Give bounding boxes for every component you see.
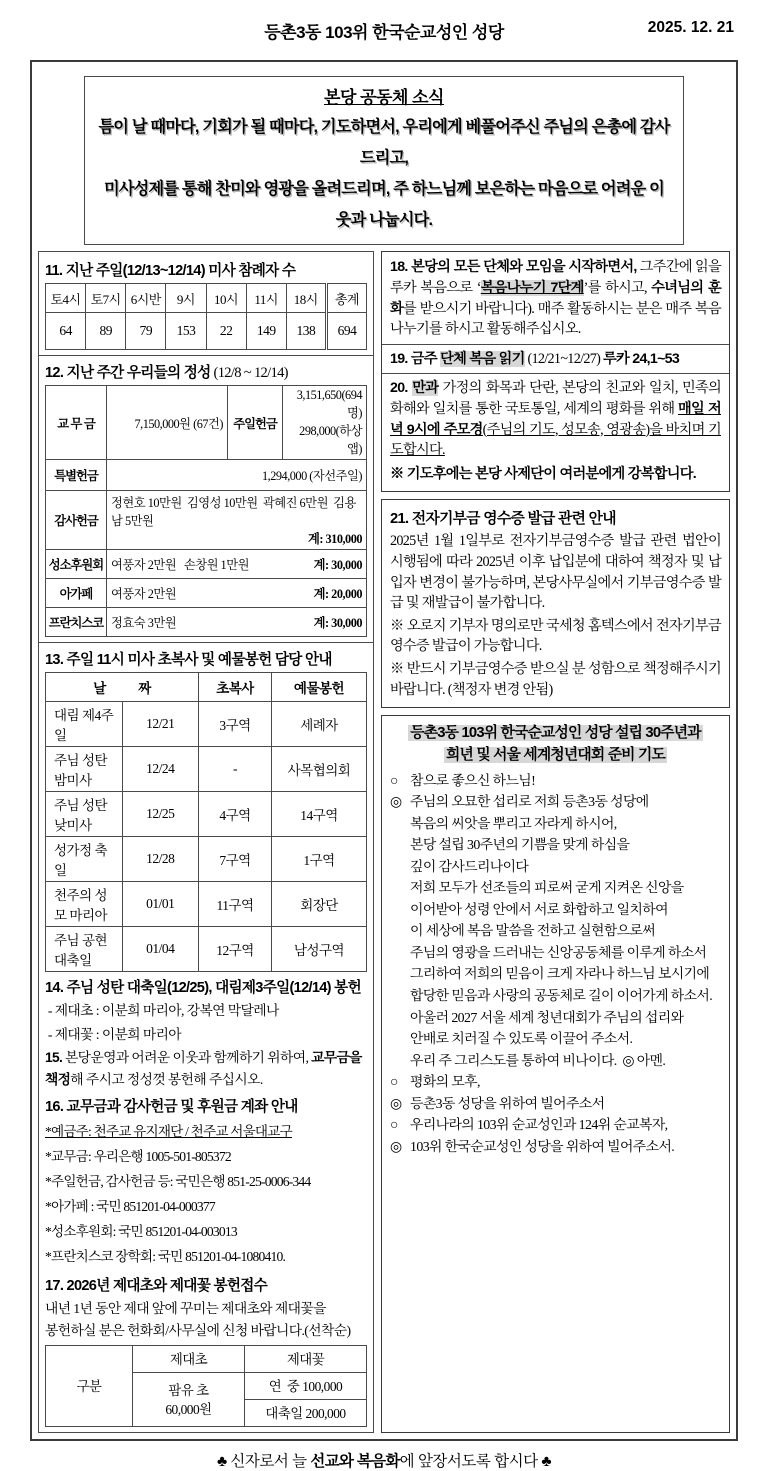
offering-label: 아가페	[46, 579, 107, 608]
prayer-line: 깊이 감사드리나이다	[410, 859, 529, 875]
section-17-title: 17. 2026년 제대초와 제대꽃 봉헌접수	[45, 1277, 268, 1294]
section-divider	[39, 642, 373, 643]
attendance-value: 149	[246, 313, 286, 350]
community-news-title: 본당 공동체 소식	[324, 88, 444, 107]
feast-date: 01/04	[122, 927, 199, 972]
prayer-line: 이어받아 성령 안에서 서로 화합하고 일치하여	[410, 902, 668, 918]
vocation-detail	[107, 550, 367, 579]
offering-label: 감사헌금	[46, 491, 107, 550]
prayer-line: 합당한 믿음과 사랑의 공동체로 길이 이어가게 하소서.	[410, 988, 713, 1004]
offerings-table	[45, 385, 367, 637]
prayer-line: 복음의 씨앗을 뿌리고 자라게 하시어,	[410, 816, 617, 832]
section-17-body1: 내년 1년 동안 제대 앞에 꾸미는 제대초와 제대꽃을	[45, 1300, 326, 1316]
left-column	[38, 251, 374, 1432]
prayer-line: ○ 참으로 좋으신 하느님!	[390, 773, 536, 789]
account-gyomugeum: *교무금: 우리은행 1005-501-805372	[45, 1148, 231, 1164]
prayer-line: 본당 설립 30주년의 기쁨을 맞게 하심을	[410, 838, 630, 854]
prayer-box	[381, 715, 730, 1433]
section-17-body2: 봉헌하실 분은 헌화회/사무실에 신청 바랍니다.(선착순)	[45, 1322, 351, 1338]
club-icon: ♣	[541, 1452, 552, 1470]
flower-price-year: 연 중 100,000	[245, 1372, 367, 1399]
schedule-header-offering: 예물봉헌	[272, 673, 367, 702]
attendance-header-total: 총계	[326, 284, 366, 313]
subtotal: 계: 30,000	[313, 616, 362, 631]
donor-names: 여풍자 2만원	[111, 587, 177, 602]
agape-detail	[107, 579, 367, 608]
table-row	[46, 837, 367, 882]
offering-group: 14구역	[272, 792, 367, 837]
subtotal: 계: 30,000	[313, 558, 362, 573]
section-15: 15. 본당운영과 어려운 이웃과 함께하기 위하여, 교무금을 책정해 주시고 정성껏 봉헌해 주십시오.	[45, 1049, 362, 1087]
flower-col-header: 제대꽃	[245, 1345, 367, 1372]
account-sunday: *주일헌금, 감사헌금 등: 국민은행 851-25-0006-344	[45, 1173, 311, 1189]
prayer-line: 안배로 치러질 수 있도록 이끌어 주소서.	[410, 1032, 633, 1048]
sunday-offering-amount	[283, 386, 367, 460]
prayer-line: 이 세상에 복음 말씀을 전하고 실현함으로써	[410, 924, 656, 940]
prayer-line: 주님의 영광을 드러내는 신앙공동체를 이루게 하소서	[410, 945, 707, 961]
table-row	[46, 747, 367, 792]
feast-date: 12/21	[122, 702, 199, 747]
donor-names: 여풍자 2만원 손창원 1만원	[111, 558, 249, 573]
bulletin-date: 2025. 12. 21	[647, 19, 734, 36]
offering-group: 남성구역	[272, 927, 367, 972]
section-21-p3: ※ 반드시 기부금영수증 받으실 분 성함으로 책정해주시기 바랍니다. (책정자 변경 안됨)	[390, 660, 721, 698]
account-holder: *예금주: 천주교 유지재단 / 천주교 서울대교구	[45, 1123, 292, 1139]
club-icon: ♣	[216, 1452, 227, 1470]
attendance-header: 토7시	[86, 284, 126, 313]
attendance-total-value: 694	[326, 313, 366, 350]
feast-date: 12/28	[122, 837, 199, 882]
offering-group: 세례자	[272, 702, 367, 747]
feast-date: 01/01	[122, 882, 199, 927]
schedule-header-server: 초복사	[199, 673, 272, 702]
table-row	[46, 386, 367, 460]
attendance-value: 79	[126, 313, 166, 350]
offering-group: 회장단	[272, 882, 367, 927]
candle-donors: - 제대초 : 이분희 마리아, 강복연 막달레나	[47, 1003, 279, 1019]
candle-col-header: 제대초	[133, 1345, 245, 1372]
schedule-header-date: 날 짜	[46, 673, 199, 702]
prayer-line: ◎ 주님의 오묘한 섭리로 저희 등촌3동 성당에	[390, 795, 649, 811]
attendance-value: 153	[166, 313, 206, 350]
section-21-p1: 2025년 1월 1일부로 전자기부금영수증 발급 관련 법안이 시행됨에 따라 2025년 이후 납입분에 대하여 책정자 및 납입자 변경이 불가능하며, 본당사무실에서 기부금영수증 발급 및 재발급이 불가합니다.	[390, 533, 721, 612]
table-row	[46, 673, 367, 702]
attendance-header: 9시	[166, 284, 206, 313]
account-vocation: *성소후원회: 국민 851201-04-003013	[45, 1224, 237, 1240]
server-zone: 4구역	[199, 792, 272, 837]
prayer-body	[390, 771, 721, 1159]
offering-group: 1구역	[272, 837, 367, 882]
prayer-line: 우리 주 그리스도를 통하여 비나이다. ◎ 아멘.	[410, 1053, 666, 1069]
offering-amount: 298,000(하상앱)	[299, 424, 362, 457]
subtotal: 계: 20,000	[313, 587, 362, 602]
feast-date: 12/24	[122, 747, 199, 792]
server-zone: 7구역	[199, 837, 272, 882]
feast-name: 천주의 성모 마리아	[46, 882, 123, 927]
prayer-line: ○ 평화의 모후,	[390, 1075, 480, 1091]
attendance-value: 138	[286, 313, 326, 350]
attendance-value: 22	[206, 313, 246, 350]
subtotal: 계: 310,000	[307, 532, 362, 547]
table-row	[46, 460, 367, 491]
server-zone: 3구역	[199, 702, 272, 747]
offering-label: 교 무 금	[46, 386, 107, 460]
prayer-line: ◎ 등촌3동 성당을 위하여 빌어주소서	[390, 1096, 605, 1112]
section-18: 18. 본당의 모든 단체와 모임을 시작하면서, 그주간에 읽을 루카 복음으로 ‘복음나누기 7단계’를 하시고, 수녀님의 훈화를 받으시기 바랍니다). 매주 활동하시는 분은 매주 복음나누기를 하시고 활동해주십시오.	[390, 259, 721, 338]
thanksgiving-detail	[107, 491, 367, 550]
table-row	[46, 579, 367, 608]
table-row	[46, 1345, 367, 1372]
prayer-line: 그리하여 저희의 믿음이 크게 자라나 하느님 보시기에	[410, 967, 710, 983]
donor-names: 정효숙 3만원	[111, 616, 177, 631]
prayer-line: ◎ 103위 한국순교성인 성당을 위하여 빌어주소서.	[390, 1139, 675, 1155]
server-zone: -	[199, 747, 272, 792]
attendance-header: 11시	[246, 284, 286, 313]
section-divider	[382, 373, 729, 374]
attendance-value: 89	[86, 313, 126, 350]
candle-price: 팜유 초 60,000원	[133, 1372, 245, 1426]
table-row	[46, 608, 367, 637]
prayer-line: ○ 우리나라의 103위 순교성인과 124위 순교복자,	[390, 1118, 668, 1134]
table-row	[46, 284, 367, 313]
donor-names: 정현호 10만원 김영성 10만원 곽혜진 6만원 김용남 5만원	[111, 496, 356, 529]
church-name: 등촌3동 103위 한국순교성인 성당	[264, 23, 504, 42]
offering-amount: 1,294,000 (자선주일)	[107, 460, 367, 491]
feast-name: 성가정 축일	[46, 837, 123, 882]
community-news-body	[97, 112, 671, 236]
section-14-title: 14. 주님 성탄 대축일(12/25), 대림제3주일(12/14) 봉헌	[45, 980, 361, 997]
attendance-value: 64	[46, 313, 86, 350]
category-label: 구분	[46, 1345, 133, 1426]
table-row	[46, 491, 367, 550]
feast-name: 주님 공현 대축일	[46, 927, 123, 972]
section-20: 20. 만과 가정의 화목과 단란, 본당의 친교와 일치, 민족의 화해와 일치를 통한 국토통일, 세계의 평화를 위해 매일 저녁 9시에 주모경(주님의 기도, 성모송, 영광송)을 바치며 기도합시다.	[390, 380, 721, 459]
attendance-header: 6시반	[126, 284, 166, 313]
receipt-notice-box	[381, 499, 730, 708]
community-news-line2: 미사성제를 통해 찬미와 영광을 올려드리며, 주 하느님께 보은하는 마음으로 어려운 이웃과 나눕시다.	[104, 180, 664, 230]
account-francisco: *프란치스코 장학회: 국민 851201-04-1080410.	[45, 1249, 286, 1265]
flower-price-feast: 대축일 200,000	[245, 1399, 367, 1426]
server-zone: 11구역	[199, 882, 272, 927]
feast-name: 주님 성탄 낮미사	[46, 792, 123, 837]
community-news-line1: 틈이 날 때마다, 기회가 될 때마다, 기도하면서, 우리에게 베풀어주신 주님의 은총에 감사드리고,	[98, 118, 670, 168]
section-divider	[39, 355, 373, 356]
community-news-box	[84, 76, 684, 245]
offering-label: 성소후원회	[46, 550, 107, 579]
table-row	[46, 550, 367, 579]
table-row	[46, 702, 367, 747]
offering-label: 프란치스코	[46, 608, 107, 637]
section-20-note: ※ 기도후에는 본당 사제단이 여러분에게 강복합니다.	[390, 465, 697, 482]
section-13-title: 13. 주일 11시 미사 초복사 및 예물봉헌 담당 안내	[45, 652, 332, 669]
table-row	[46, 313, 367, 350]
section-19: 19. 금주 단체 복음 읽기 (12/21~12/27) 루카 24,1~53	[390, 350, 680, 367]
section-21-p2: ※ 오로지 기부자 명의로만 국세청 홈텍스에서 전자기부금영수증 발급이 가능합니다.	[390, 617, 721, 655]
server-zone: 12구역	[199, 927, 272, 972]
section-16-title: 16. 교무금과 감사헌금 및 후원금 계좌 안내	[45, 1098, 298, 1115]
section-21-title: 21. 전자기부금 영수증 발급 관련 안내	[390, 511, 616, 528]
flower-donors: - 제대꽃 : 이분희 마리아	[47, 1026, 182, 1042]
section-11-title: 11. 지난 주일(12/13~12/14) 미사 참례자 수	[45, 263, 296, 280]
altar-donation-table	[45, 1345, 367, 1427]
offering-label: 특별헌금	[46, 460, 107, 491]
mass-attendance-table	[45, 283, 367, 350]
right-column	[381, 251, 730, 1432]
offering-group: 사목협의회	[272, 747, 367, 792]
offering-amount: 7,150,000원 (67건)	[107, 386, 228, 460]
notices-box	[381, 251, 730, 492]
page-header	[30, 18, 738, 48]
feast-name: 주님 성탄 밤미사	[46, 747, 123, 792]
table-row	[46, 927, 367, 972]
table-row	[46, 882, 367, 927]
content-frame	[30, 60, 738, 1441]
prayer-title: 등촌3동 103위 한국순교성인 성당 설립 30주년과 희년 및 서울 세계청년대회 준비 기도	[410, 725, 701, 764]
francisco-detail	[107, 608, 367, 637]
footer-motto: ♣ 신자로서 늘 선교와 복음화에 앞장서도록 합시다 ♣	[216, 1452, 552, 1470]
feast-date: 12/25	[122, 792, 199, 837]
two-column-layout	[38, 251, 730, 1432]
server-schedule-table	[45, 672, 367, 972]
attendance-header: 10시	[206, 284, 246, 313]
table-row	[46, 792, 367, 837]
prayer-line: 아울러 2027 서울 세계 청년대회가 주님의 섭리와	[410, 1010, 684, 1026]
prayer-line: 저희 모두가 선조들의 피로써 굳게 지켜온 신앙을	[410, 881, 684, 897]
attendance-header: 토4시	[46, 284, 86, 313]
attendance-header: 18시	[286, 284, 326, 313]
feast-name: 대림 제4주일	[46, 702, 123, 747]
section-12-title: 12. 지난 주간 우리들의 정성 (12/8 ~ 12/14)	[45, 365, 288, 382]
offering-amount: 3,151,650(694명)	[296, 388, 362, 421]
account-agape: *아가페 : 국민 851201-04-000377	[45, 1199, 215, 1215]
offering-label: 주일헌금	[228, 386, 283, 460]
section-divider	[382, 344, 729, 345]
